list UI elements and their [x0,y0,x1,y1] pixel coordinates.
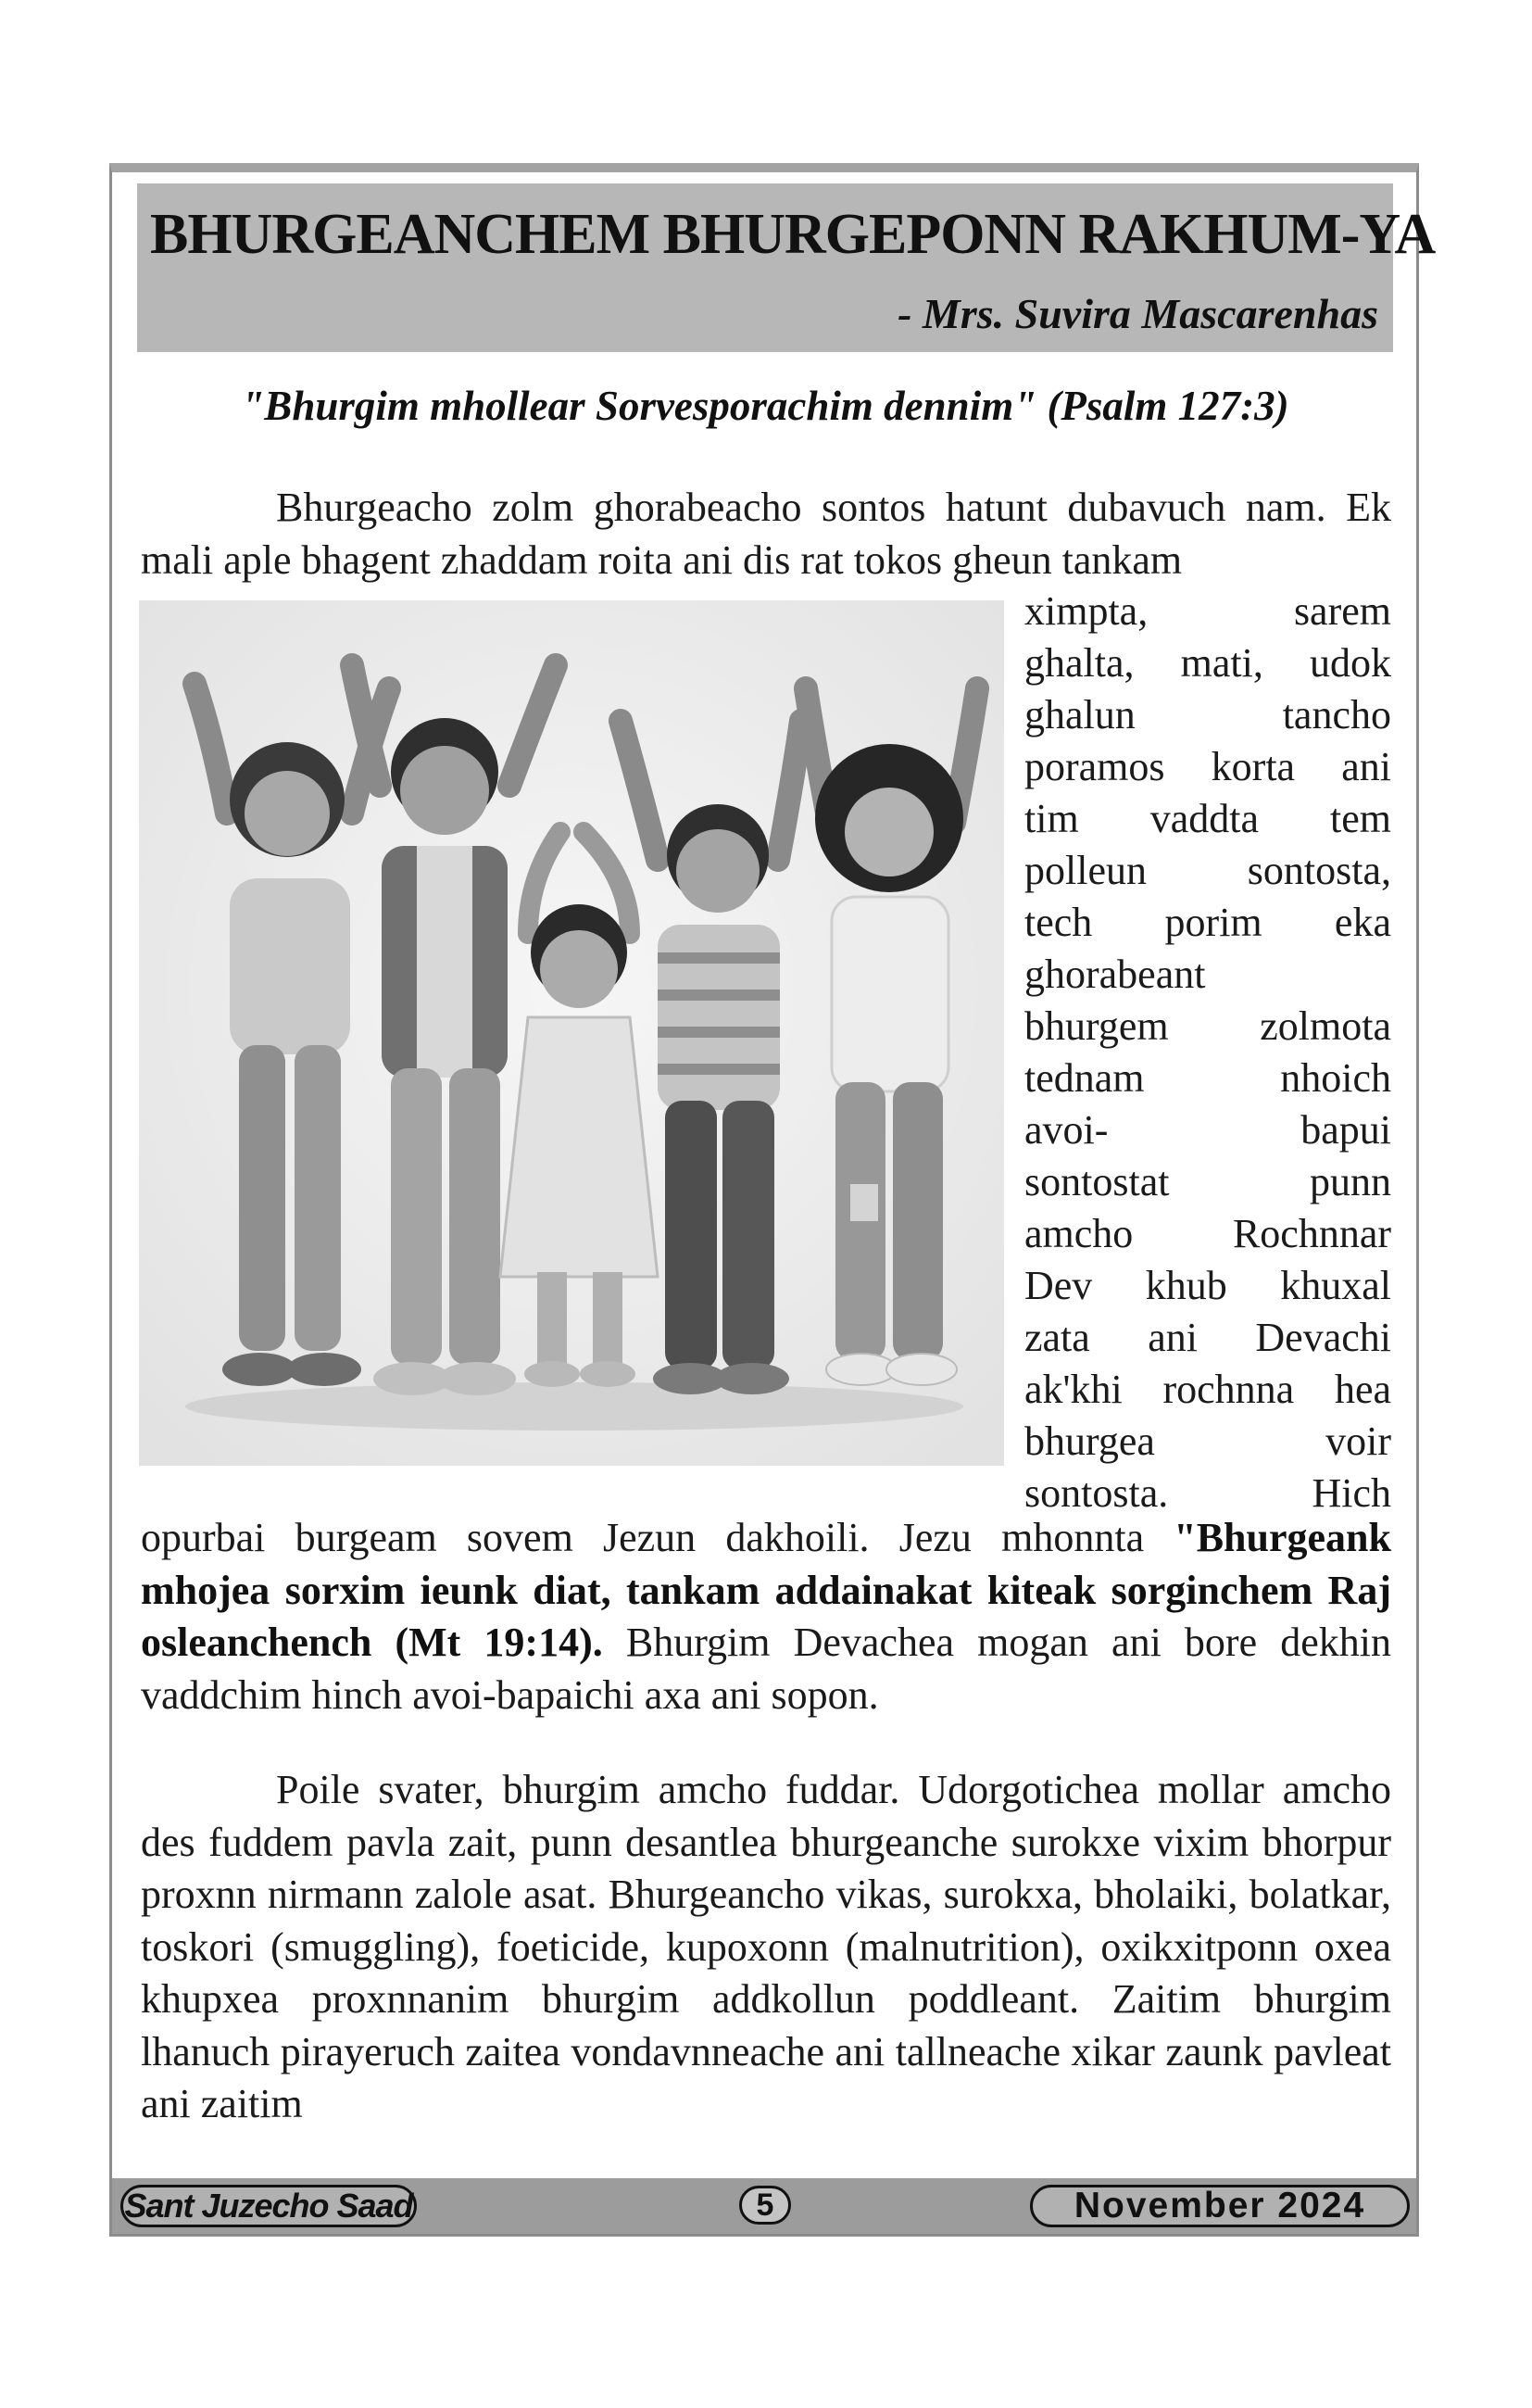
paragraph-2: Poile svater, bhurgim amcho fuddar. Udorgotichea mollar amcho des fuddem pavla zait, punn desantlea bhurgeanche surokxe vixim bhorpur proxnn nirmann zalole asat. Bhurgeancho vikas, surokxa, bholaiki, bolatkar, toskori (smuggling), foeticide, kupoxonn (malnutrition), oxikxitponn oxea khupxea proxnnanim bhurgim addkollun poddleant. Zaitim bhurgim lhanuch pirayeruch zaitea vondavnneache ani tallneache xikar zaunk pavleat ani zaitim [141,1767,1391,2126]
wrapped-line: ximpta, sarem [1024,588,1391,634]
magazine-name: Sant Juzecho Saad [120,2185,417,2227]
wrapped-line: avoi- bapui [1024,1107,1391,1153]
article-title: BHURGEANCHEM BHURGEPONN RAKHUM-YA [150,203,1436,266]
wrapped-line: sontosta. Hich [1024,1470,1391,1516]
wrapped-line: tednam nhoich [1024,1055,1391,1101]
article-author: - Mrs. Suvira Mascarenhas [898,290,1378,337]
paragraph-1-intro: Bhurgeacho zolm ghorabeacho sontos hatunt dubavuch nam. Ek mali aple bhagent zhaddam roita ani dis rat tokos gheun tankam [141,485,1391,583]
scripture-quote: "Bhurgim mhollear Sorvesporachim dennim" (Psalm 127:3) [241,383,1289,429]
wrapped-line: sontostat punn [1024,1159,1391,1204]
wrapped-line: zata ani Devachi [1024,1315,1391,1360]
paragraph-1-continued [141,1512,1391,1721]
wrapped-text-column [1024,586,1391,1519]
paragraph-text: Bhurgim Devachea mogan ani bore dekhin vaddchim hinch avoi-bapaichi axa ani sopon. [141,1620,1391,1718]
wrapped-line: Dev khub khuxal [1024,1263,1391,1308]
wrapped-line: amcho Rochnnar [1024,1211,1391,1256]
wrapped-line: ak'khi rochnna hea [1024,1367,1391,1412]
wrapped-line: ghalun tancho [1024,692,1391,738]
paragraph-text: opurbai burgeam sovem Jezun dakhoili. Jezu mhonnta [141,1515,1174,1560]
wrapped-line: polleun sontosta, [1024,848,1391,893]
children-photo [139,600,1004,1466]
wrapped-line: ghorabeant [1024,952,1206,997]
wrapped-line: poramos korta ani [1024,744,1391,789]
wrapped-line: tech porim eka [1024,900,1391,945]
children-illustration [139,600,1004,1466]
issue-date: November 2024 [1030,2185,1410,2227]
wrapped-line: bhurgem zolmota [1024,1003,1391,1049]
wrapped-line: ghalta, mati, udok [1024,640,1391,686]
bible-quote-bold: "Bhurgeank mhojea sorxim ieunk diat, tankam addainakat kiteak sorginchem Raj osleanchench (Mt 19:14). [141,1515,1391,1665]
wrapped-line: bhurgea voir [1024,1418,1391,1464]
wrapped-line: tim vaddta tem [1024,796,1391,841]
page-number: 5 [739,2186,791,2225]
